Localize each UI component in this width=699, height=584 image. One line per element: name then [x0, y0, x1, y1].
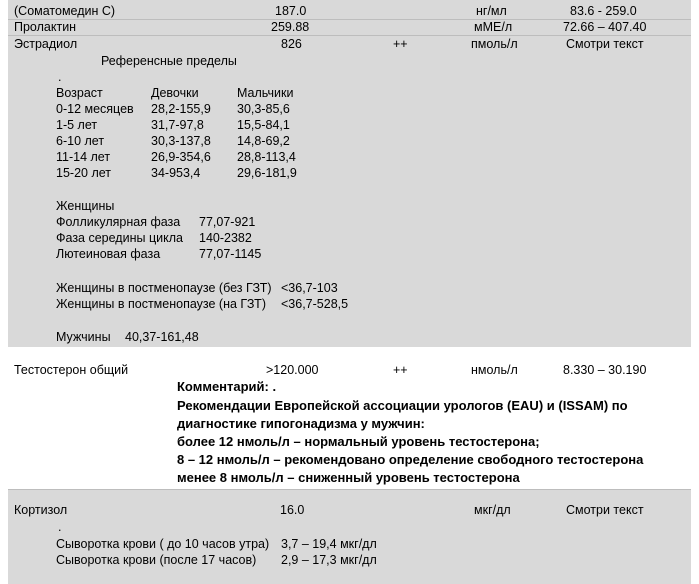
comment-line: менее 8 нмоль/л – сниженный уровень тестостерона	[177, 470, 520, 485]
postmeno-value: <36,7-528,5	[281, 297, 349, 311]
men-value: 40,37-161,48	[125, 330, 199, 344]
boys-cell: 14,8-69,2	[237, 134, 290, 148]
test-ref: 8.330 – 30.190	[563, 363, 647, 377]
age-cell: 15-20 лет	[56, 166, 111, 180]
test-unit: мМЕ/л	[474, 20, 513, 34]
test-name: Пролактин	[14, 20, 77, 34]
phase-value: 140-2382	[199, 231, 252, 245]
boys-cell: 28,8-113,4	[237, 150, 296, 164]
test-value: 187.0	[275, 4, 307, 18]
test-flag: ++	[393, 37, 408, 51]
test-ref: 83.6 - 259.0	[570, 4, 637, 18]
girls-cell: 34-953,4	[151, 166, 201, 180]
row-divider	[8, 489, 691, 490]
reference-dot: .	[58, 70, 62, 84]
boys-cell: 30,3-85,6	[237, 102, 290, 116]
test-ref: Смотри текст	[566, 37, 644, 51]
test-name: (Соматомедин С)	[14, 4, 116, 18]
phase-value: 77,07-921	[199, 215, 256, 229]
test-name: Кортизол	[14, 503, 68, 517]
comment-line: диагностике гипогонадизма у мужчин:	[177, 416, 425, 431]
comment-line: более 12 нмоль/л – нормальный уровень тестостерона;	[177, 434, 540, 449]
postmeno-value: <36,7-103	[281, 281, 338, 295]
test-value: >120.000	[266, 363, 319, 377]
postmeno-label: Женщины в постменопаузе (на ГЗТ)	[56, 297, 266, 311]
reference-title: Референсные пределы	[101, 54, 237, 68]
cortisol-range-value: 2,9 – 17,3 мкг/дл	[281, 553, 377, 567]
test-ref: Смотри текст	[566, 503, 644, 517]
women-title: Женщины	[56, 199, 115, 213]
test-unit: пмоль/л	[471, 37, 518, 51]
test-unit: мкг/дл	[474, 503, 511, 517]
phase-label: Фолликулярная фаза	[56, 215, 181, 229]
cortisol-range-label: Сыворотка крови ( до 10 часов утра)	[56, 537, 270, 551]
test-value: 16.0	[280, 503, 305, 517]
cortisol-range-value: 3,7 – 19,4 мкг/дл	[281, 537, 377, 551]
phase-label: Лютеиновая фаза	[56, 247, 161, 261]
age-cell: 11-14 лет	[56, 150, 111, 164]
girls-cell: 26,9-354,6	[151, 150, 211, 164]
phase-label: Фаза середины цикла	[56, 231, 183, 245]
row-divider	[8, 35, 691, 36]
test-ref: 72.66 – 407.40	[563, 20, 647, 34]
test-value: 826	[281, 37, 302, 51]
boys-cell: 15,5-84,1	[237, 118, 290, 132]
test-name: Тестостерон общий	[14, 363, 129, 377]
phase-value: 77,07-1145	[199, 247, 262, 261]
postmeno-label: Женщины в постменопаузе (без ГЗТ)	[56, 281, 272, 295]
men-label: Мужчины	[56, 330, 111, 344]
cortisol-range-label: Сыворотка крови (после 17 часов)	[56, 553, 257, 567]
col-header-age: Возраст	[56, 86, 103, 100]
comment-line: 8 – 12 нмоль/л – рекомендовано определение свободного тестостерона	[177, 452, 644, 467]
comment-line: Рекомендации Европейской ассоциации урологов (EAU) и (ISSAM) по	[177, 398, 628, 413]
boys-cell: 29,6-181,9	[237, 166, 297, 180]
test-flag: ++	[393, 363, 408, 377]
comment-line: Комментарий: .	[177, 379, 277, 394]
girls-cell: 30,3-137,8	[151, 134, 211, 148]
test-value: 259.88	[271, 20, 310, 34]
col-header-girls: Девочки	[151, 86, 199, 100]
age-cell: 6-10 лет	[56, 134, 105, 148]
girls-cell: 28,2-155,9	[151, 102, 211, 116]
age-cell: 0-12 месяцев	[56, 102, 134, 116]
test-unit: нмоль/л	[471, 363, 518, 377]
reference-dot: .	[58, 520, 62, 534]
col-header-boys: Мальчики	[237, 86, 294, 100]
test-unit: нг/мл	[476, 4, 507, 18]
test-name: Эстрадиол	[14, 37, 78, 51]
girls-cell: 31,7-97,8	[151, 118, 204, 132]
age-cell: 1-5 лет	[56, 118, 98, 132]
